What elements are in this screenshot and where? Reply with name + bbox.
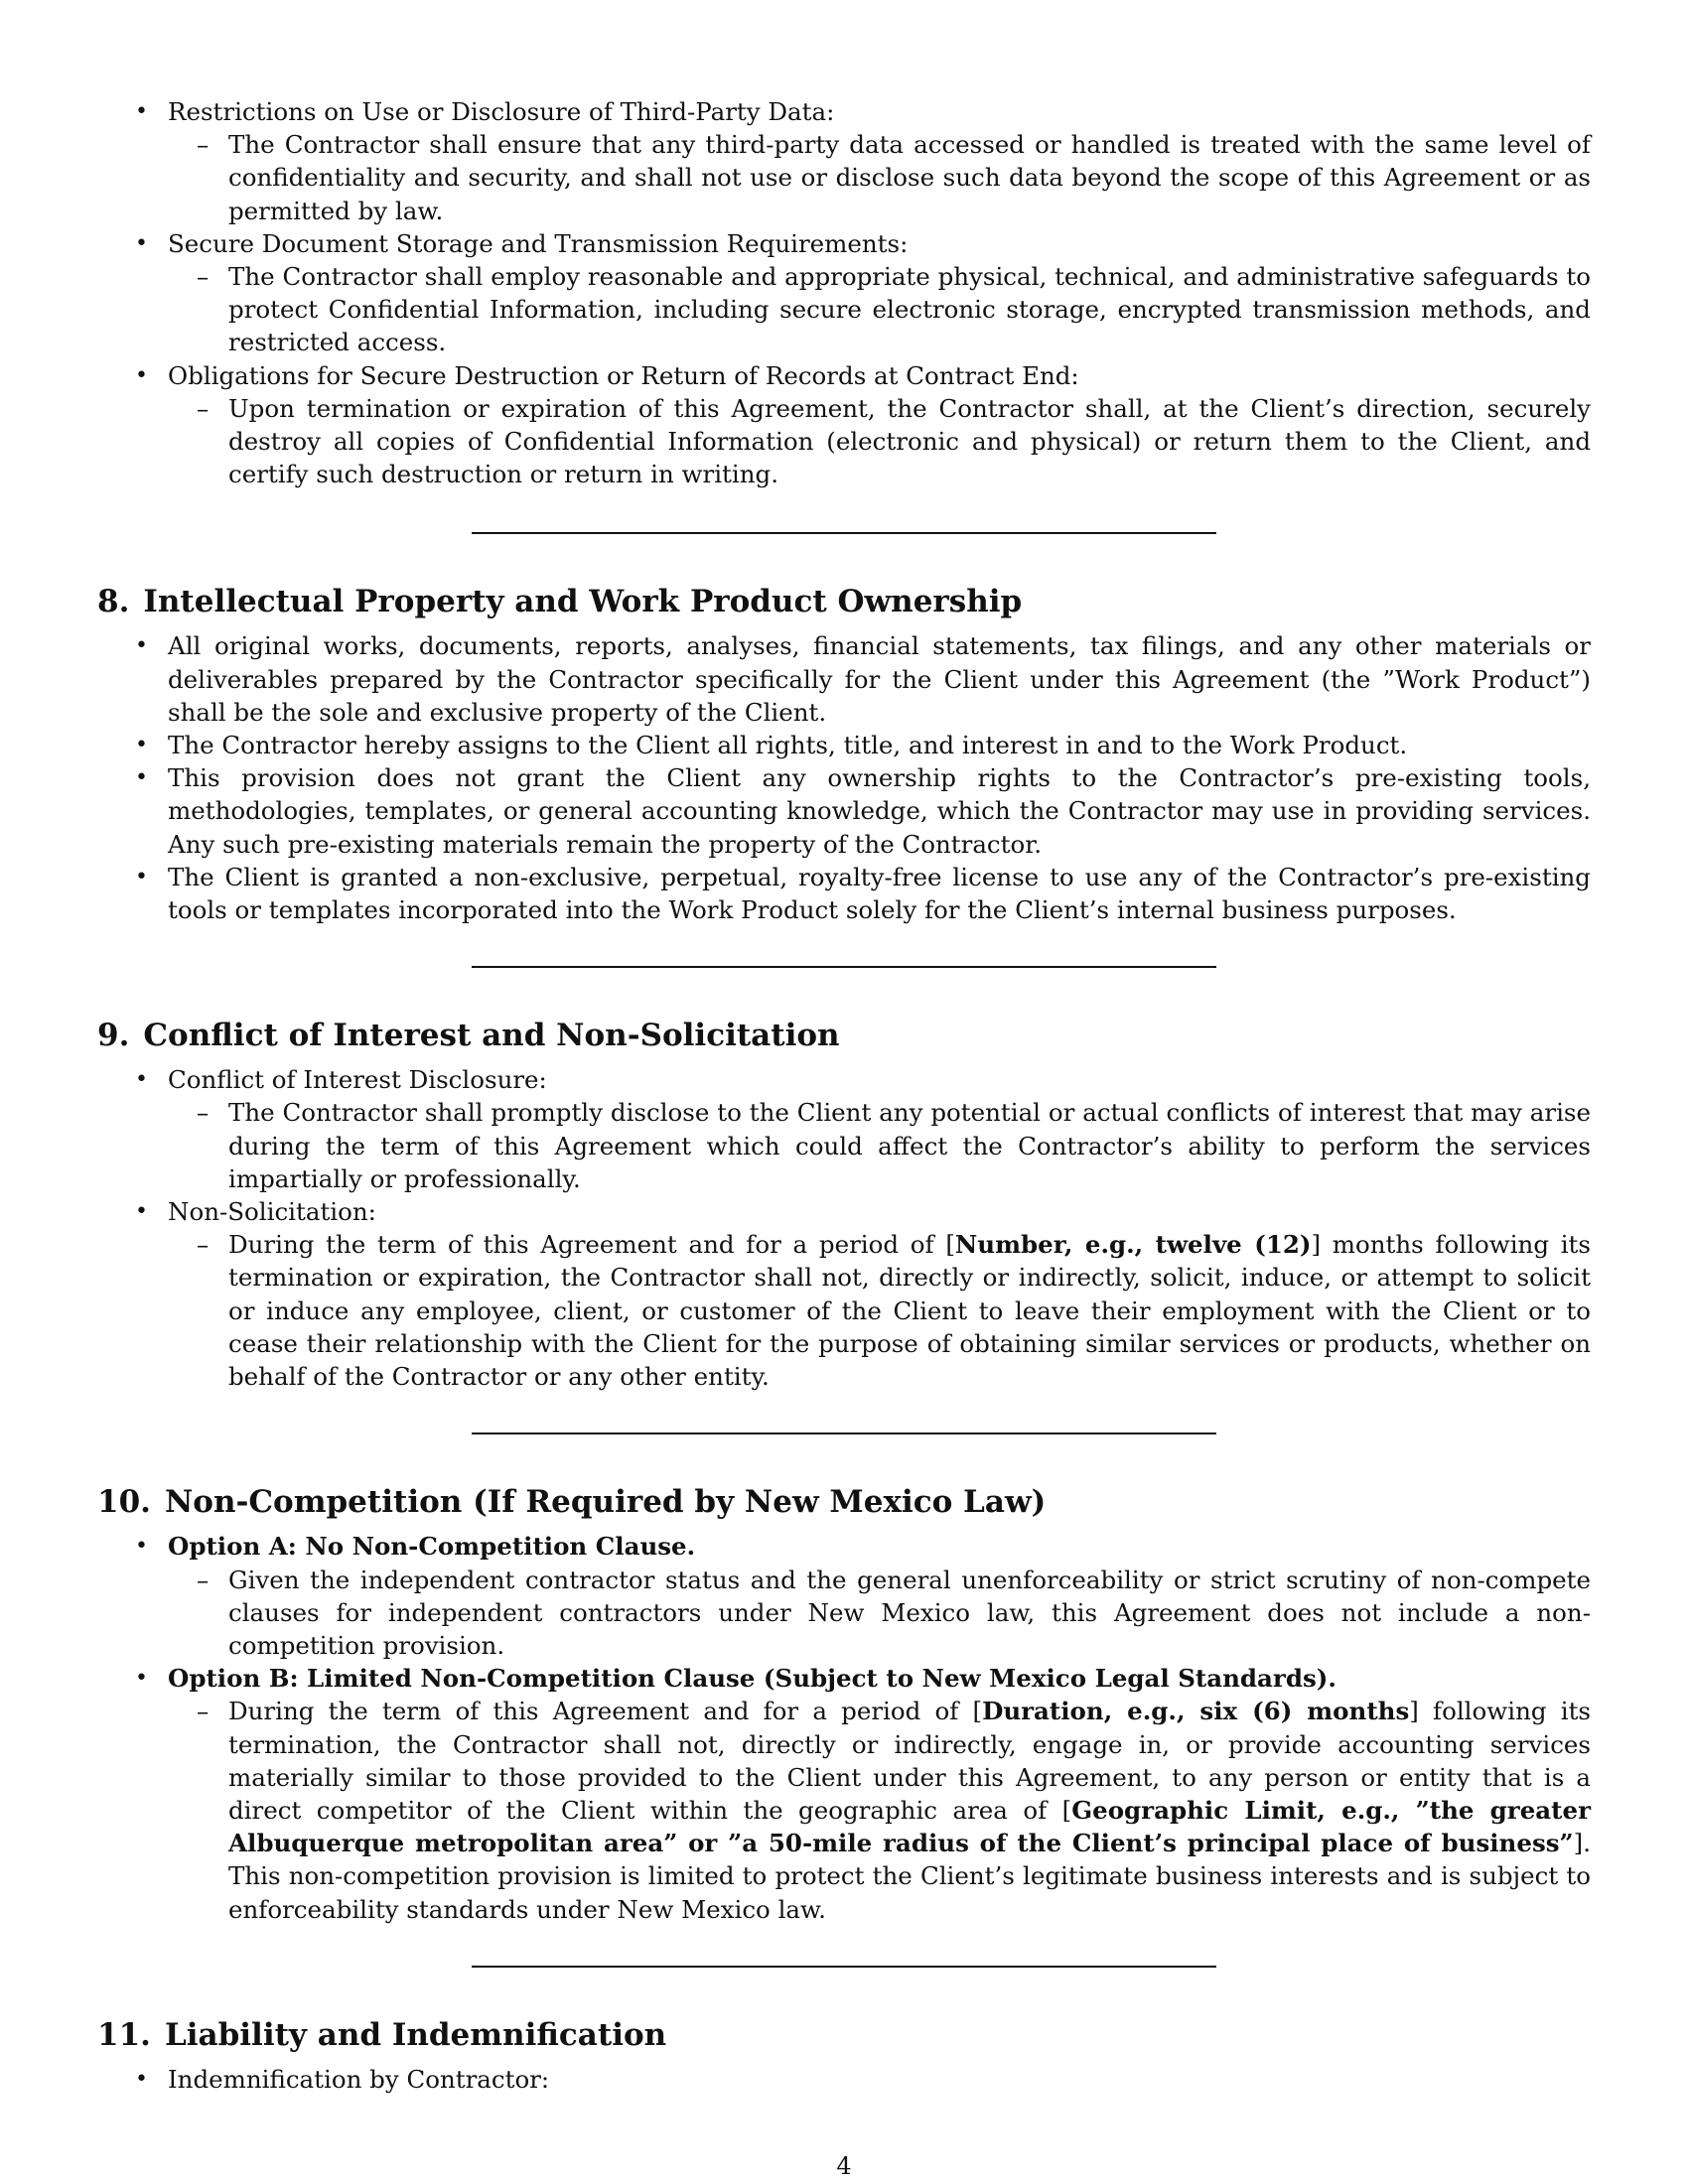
bullet-icon: • — [135, 733, 148, 758]
sub-list-item — [168, 128, 1591, 227]
list-item — [97, 1662, 1591, 1926]
bullet-icon: • — [135, 230, 148, 256]
list-item-label: Obligations for Secure Destruction or Return of Records at Contract End: — [168, 360, 1079, 390]
sub-item-text-mid: ] following its termination, the Contractor shall not, directly or indirectly, engage in, or provide accounting services materially similar to those provided to the Client under this Agreement, to any person or entity that is a direct competitor of the Client within the geographic area of [ — [228, 1697, 1591, 1825]
dash-icon: – — [197, 1697, 210, 1726]
sub-list-item — [168, 1695, 1591, 1925]
sub-item-text: The Contractor shall promptly disclose to the Client any potential or actual conflicts of interest that may arise during the term of this Agreement which could affect the Contractor’s ability to perform the services impartially or professionally. — [228, 1098, 1591, 1193]
list-item-label: Indemnification by Contractor: — [168, 2064, 550, 2094]
section-title: Conflict of Interest and Non-Solicitation — [143, 1018, 840, 1054]
list-item — [97, 1195, 1591, 1393]
sub-item-text-post: ]. This non-competition provision is limited to protect the Client’s legitimate business interests and is subject to enforceability standards under New Mexico law. — [228, 1829, 1591, 1924]
option-label: Option A: No Non-Competition Clause. — [168, 1532, 696, 1562]
placeholder-field: Duration, e.g., six (6) months — [982, 1697, 1410, 1726]
bullet-icon: • — [135, 864, 148, 889]
list-item — [97, 1530, 1591, 1662]
document-page — [97, 95, 1591, 2096]
placeholder-field: Number, e.g., twelve (12) — [954, 1230, 1312, 1260]
bullet-icon: • — [135, 633, 148, 659]
bullet-icon: • — [135, 99, 148, 124]
list-item — [97, 1063, 1591, 1195]
bullet-icon: • — [135, 2066, 148, 2092]
section-title: Liability and Indemnification — [164, 2016, 667, 2053]
list-item-label: Conflict of Interest Disclosure: — [168, 1065, 547, 1095]
list-item-text: This provision does not grant the Client any ownership rights to the Contractor’s pre-existing tools, methodologies, templates, or general accounting knowledge, which the Contractor may use in providing services. Any such pre-existing materials remain the property of the Contractor. — [168, 763, 1591, 859]
section-number: 9. — [97, 1018, 130, 1054]
section-title: Intellectual Property and Work Product Ownership — [143, 584, 1023, 620]
list-item-label: Non-Solicitation: — [168, 1197, 376, 1227]
section-number: 10. — [97, 1484, 151, 1521]
dash-icon: – — [197, 130, 210, 160]
sub-item-text: Given the independent contractor status and the general unenforceability or strict scrutiny of non-compete clauses for independent contractors under New Mexico law, this Agreement does not include a non-competition provision. — [228, 1565, 1591, 1660]
placeholder-field: Geographic Limit, e.g., ”the greater Albuquerque metropolitan area” or ”a 50-mile radius of the Client’s principal place of business” — [228, 1795, 1591, 1858]
list-item — [97, 359, 1591, 491]
bullet-icon: • — [135, 1199, 148, 1225]
dash-icon: – — [197, 1098, 210, 1128]
section-heading — [97, 1482, 1591, 1522]
sub-list-item — [168, 1564, 1591, 1663]
list-item — [97, 2063, 1591, 2096]
sub-list-item — [168, 392, 1591, 491]
list-item-label: Secure Document Storage and Transmission Requirements: — [168, 228, 909, 258]
list-item — [97, 761, 1591, 861]
section11-list — [97, 2063, 1591, 2096]
dash-icon: – — [197, 262, 210, 292]
list-item — [97, 729, 1591, 761]
list-item — [97, 629, 1591, 729]
dash-icon: – — [197, 1565, 210, 1594]
page-number: 4 — [836, 2152, 852, 2180]
section-divider — [472, 1433, 1216, 1434]
list-item — [97, 861, 1591, 926]
sub-item-text: The Contractor shall ensure that any third-party data accessed or handled is treated with the same level of confidentiality and security, and shall not use or disclose such data beyond the scope of this Agreement or as permitted by law. — [228, 130, 1591, 225]
list-item — [97, 227, 1591, 359]
sub-item-text-post: ] months following its termination or expiration, the Contractor shall not, directly or indirectly, solicit, induce, or attempt to solicit or induce any employee, client, or customer of the Client to leave their employment with the Client or to cease their relationship with the Client for the purpose of obtaining similar services or products, whether on behalf of the Contractor or any other entity. — [228, 1230, 1591, 1392]
bullet-icon: • — [135, 1666, 148, 1692]
bullet-icon: • — [135, 765, 148, 791]
sub-item-text-pre: During the term of this Agreement and for a period of [ — [228, 1230, 955, 1260]
section-title: Non-Competition (If Required by New Mexico Law) — [164, 1484, 1047, 1521]
list-item-text: The Contractor hereby assigns to the Client all rights, title, and interest in and to the Work Product. — [168, 731, 1408, 760]
section-number: 8. — [97, 584, 130, 620]
bullet-icon: • — [135, 362, 148, 388]
bullet-icon: • — [135, 1534, 148, 1560]
section-heading — [97, 1016, 1591, 1055]
list-item-text: The Client is granted a non-exclusive, perpetual, royalty-free license to use any of the Contractor’s pre-existing tools or templates incorporated into the Work Product solely for the Client’s internal business purposes. — [168, 862, 1591, 925]
list-item-text: All original works, documents, reports, analyses, financial statements, tax filings, and any other materials or deliverables prepared by the Contractor specifically for the Client under this Agreement (the ”Work Product”) shall be the sole and exclusive property of the Client. — [168, 631, 1591, 727]
section10-list — [97, 1530, 1591, 1925]
section-number: 11. — [97, 2016, 151, 2053]
option-label: Option B: Limited Non-Competition Clause (Subject to New Mexico Legal Standards). — [168, 1664, 1336, 1694]
section7-list — [97, 95, 1591, 490]
sub-list-item — [168, 1228, 1591, 1393]
dash-icon: – — [197, 393, 210, 423]
list-item — [97, 95, 1591, 227]
section9-list — [97, 1063, 1591, 1393]
sub-list-item — [168, 260, 1591, 359]
sub-item-text: The Contractor shall employ reasonable and appropriate physical, technical, and administrative safeguards to protect Confidential Information, including secure electronic storage, encrypted transmission methods, and restricted access. — [228, 262, 1591, 357]
dash-icon: – — [197, 1230, 210, 1260]
sub-list-item — [168, 1096, 1591, 1195]
bullet-icon: • — [135, 1067, 148, 1093]
section8-list — [97, 629, 1591, 926]
section-heading — [97, 2015, 1591, 2055]
section-divider — [472, 532, 1216, 534]
sub-item-text-pre: During the term of this Agreement and for a period of [ — [228, 1697, 983, 1726]
list-item-label: Restrictions on Use or Disclosure of Third-Party Data: — [168, 97, 835, 126]
sub-item-text: Upon termination or expiration of this Agreement, the Contractor shall, at the Client’s direction, securely destroy all copies of Confidential Information (electronic and physical) or return them to the Client, and certify such destruction or return in writing. — [228, 393, 1591, 489]
section-divider — [472, 1966, 1216, 1968]
section-divider — [472, 966, 1216, 968]
section-heading — [97, 582, 1591, 621]
